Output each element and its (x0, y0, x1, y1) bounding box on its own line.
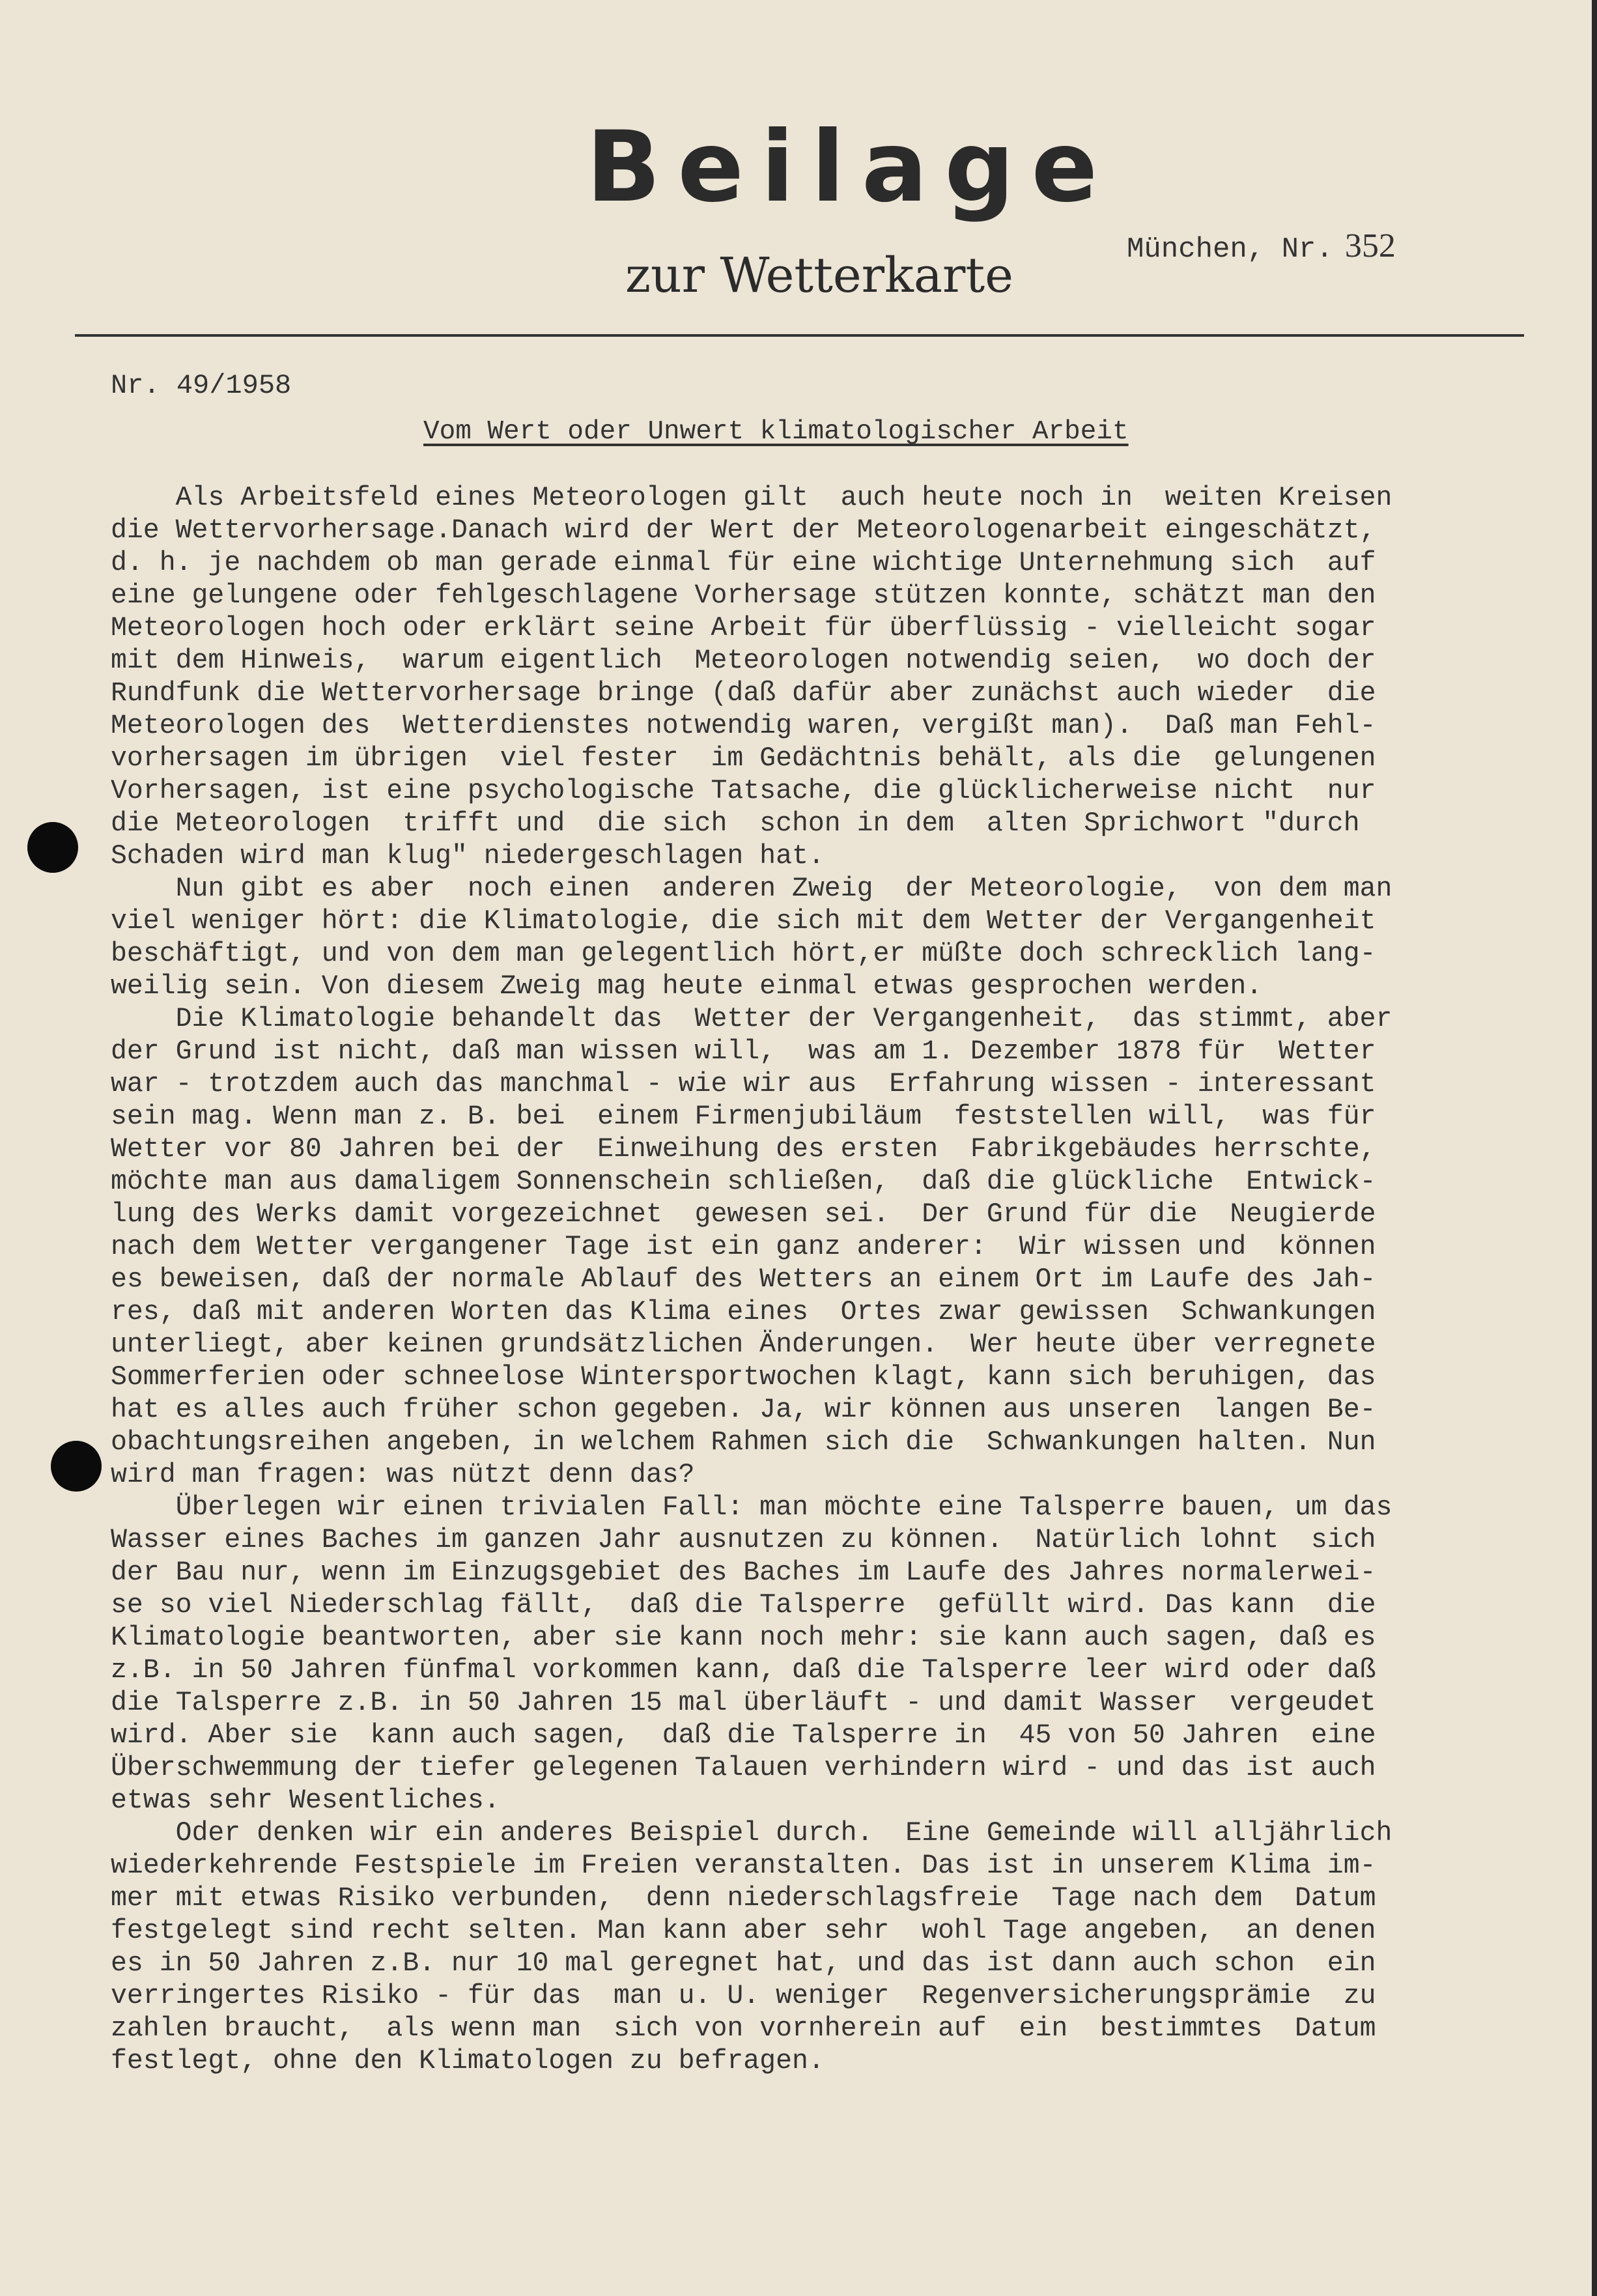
place-and-number (1127, 227, 1396, 266)
body-line: zahlen braucht, als wenn man sich von vornherein auf ein bestimmtes Datum (111, 2013, 1376, 2044)
body-line: der Grund ist nicht, daß man wissen will, was am 1. Dezember 1878 für Wetter (111, 1036, 1376, 1067)
body-line: vorhersagen im übrigen viel fester im Gedächtnis behält, als die gelungenen (111, 743, 1376, 774)
masthead-subtitle: zur Wetterkarte (625, 248, 1013, 304)
body-line: Rundfunk die Wettervorhersage bringe (daß dafür aber zunächst auch wieder die (111, 678, 1376, 709)
body-line: die Wettervorhersage.Danach wird der Wert der Meteorologenarbeit eingeschätzt, (111, 515, 1376, 546)
body-line: beschäftigt, und von dem man gelegentlich hört,er müßte doch schrecklich lang- (111, 939, 1376, 969)
body-line: Überlegen wir einen trivialen Fall: man möchte eine Talsperre bauen, um das (111, 1492, 1392, 1523)
sheet-number: 352 (1344, 227, 1396, 264)
body-line: nach dem Wetter vergangener Tage ist ein ganz anderer: Wir wissen und können (111, 1232, 1376, 1262)
body-line: Vorhersagen, ist eine psychologische Tatsache, die glücklicherweise nicht nur (111, 776, 1376, 806)
article-heading: Vom Wert oder Unwert klimatologischer Arbeit (423, 417, 1129, 447)
body-line: wird. Aber sie kann auch sagen, daß die Talsperre in 45 von 50 Jahren eine (111, 1720, 1376, 1751)
body-line: festlegt, ohne den Klimatologen zu befragen. (111, 2046, 825, 2076)
body-line: obachtungsreihen angeben, in welchem Rahmen sich die Schwankungen halten. Nun (111, 1427, 1376, 1458)
masthead-title: Beilage (586, 111, 1115, 224)
body-line: möchte man aus damaligem Sonnenschein schließen, daß die glückliche Entwick- (111, 1167, 1376, 1197)
body-line: mer mit etwas Risiko verbunden, denn niederschlagsfreie Tage nach dem Datum (111, 1883, 1376, 1914)
body-line: se so viel Niederschlag fällt, daß die Talsperre gefüllt wird. Das kann die (111, 1590, 1376, 1621)
article-body (111, 482, 1491, 2078)
body-line: Nun gibt es aber noch einen anderen Zweig der Meteorologie, von dem man (111, 873, 1392, 904)
body-line: mit dem Hinweis, warum eigentlich Meteorologen notwendig seien, wo doch der (111, 645, 1376, 676)
body-line: Wetter vor 80 Jahren bei der Einweihung des ersten Fabrikgebäudes herrschte, (111, 1134, 1376, 1165)
body-line: eine gelungene oder fehlgeschlagene Vorhersage stützen konnte, schätzt man den (111, 580, 1376, 611)
body-line: Als Arbeitsfeld eines Meteorologen gilt auch heute noch in weiten Kreisen (111, 483, 1392, 513)
body-line: Oder denken wir ein anderes Beispiel durch. Eine Gemeinde will alljährlich (111, 1818, 1392, 1849)
body-line: verringertes Risiko - für das man u. U. weniger Regenversicherungsprämie zu (111, 1981, 1376, 2011)
body-line: Klimatologie beantworten, aber sie kann noch mehr: sie kann auch sagen, daß es (111, 1623, 1376, 1653)
body-line: Meteorologen hoch oder erklärt seine Arbeit für überflüssig - vielleicht sogar (111, 613, 1376, 644)
body-line: wiederkehrende Festspiele im Freien veranstalten. Das ist in unserem Klima im- (111, 1850, 1376, 1881)
body-line: sein mag. Wenn man z. B. bei einem Firmenjubiläum feststellen will, was für (111, 1101, 1376, 1132)
body-line: Schaden wird man klug" niedergeschlagen hat. (111, 841, 825, 872)
place-label: München, Nr. (1127, 233, 1333, 266)
body-line: Sommerferien oder schneelose Wintersportwochen klagt, kann sich beruhigen, das (111, 1362, 1376, 1393)
body-line: Die Klimatologie behandelt das Wetter der Vergangenheit, das stimmt, aber (111, 1004, 1392, 1034)
body-line: z.B. in 50 Jahren fünfmal vorkommen kann, daß die Talsperre leer wird oder daß (111, 1655, 1376, 1686)
body-line: Meteorologen des Wetterdienstes notwendig waren, vergißt man). Daß man Fehl- (111, 711, 1376, 741)
body-line: unterliegt, aber keinen grundsätzlichen Änderungen. Wer heute über verregnete (111, 1329, 1376, 1360)
body-line: Überschwemmung der tiefer gelegenen Talauen verhindern wird - und das ist auch (111, 1753, 1376, 1783)
body-line: lung des Werks damit vorgezeichnet gewesen sei. Der Grund für die Neugierde (111, 1199, 1376, 1230)
body-line: weilig sein. Von diesem Zweig mag heute einmal etwas gesprochen werden. (111, 971, 1263, 1002)
body-line: Wasser eines Baches im ganzen Jahr ausnutzen zu können. Natürlich lohnt sich (111, 1525, 1376, 1555)
body-line: d. h. je nachdem ob man gerade einmal für eine wichtige Unternehmung sich auf (111, 548, 1376, 578)
body-line: die Meteorologen trifft und die sich schon in dem alten Sprichwort "durch (111, 808, 1360, 839)
body-line: es in 50 Jahren z.B. nur 10 mal geregnet hat, und das ist dann auch schon ein (111, 1948, 1376, 1979)
body-line: festgelegt sind recht selten. Man kann aber sehr wohl Tage angeben, an denen (111, 1916, 1376, 1946)
body-line: hat es alles auch früher schon gegeben. Ja, wir können aus unseren langen Be- (111, 1395, 1376, 1425)
body-line: viel weniger hört: die Klimatologie, die sich mit dem Wetter der Vergangenheit (111, 906, 1376, 937)
body-line: wird man fragen: was nützt denn das? (111, 1460, 695, 1490)
punch-hole-bottom (51, 1441, 102, 1492)
body-line: die Talsperre z.B. in 50 Jahren 15 mal überläuft - und damit Wasser vergeudet (111, 1688, 1376, 1718)
body-line: der Bau nur, wenn im Einzugsgebiet des Baches im Laufe des Jahres normalerwei- (111, 1557, 1376, 1588)
body-line: es beweisen, daß der normale Ablauf des Wetters an einem Ort im Laufe des Jah- (111, 1264, 1376, 1295)
body-line: etwas sehr Wesentliches. (111, 1785, 500, 1816)
body-line: res, daß mit anderen Worten das Klima eines Ortes zwar gewissen Schwankungen (111, 1297, 1376, 1327)
body-line: war - trotzdem auch das manchmal - wie wir aus Erfahrung wissen - interessant (111, 1069, 1376, 1099)
punch-hole-top (27, 822, 78, 873)
header-divider (75, 334, 1524, 337)
issue-number: Nr. 49/1958 (111, 370, 292, 401)
